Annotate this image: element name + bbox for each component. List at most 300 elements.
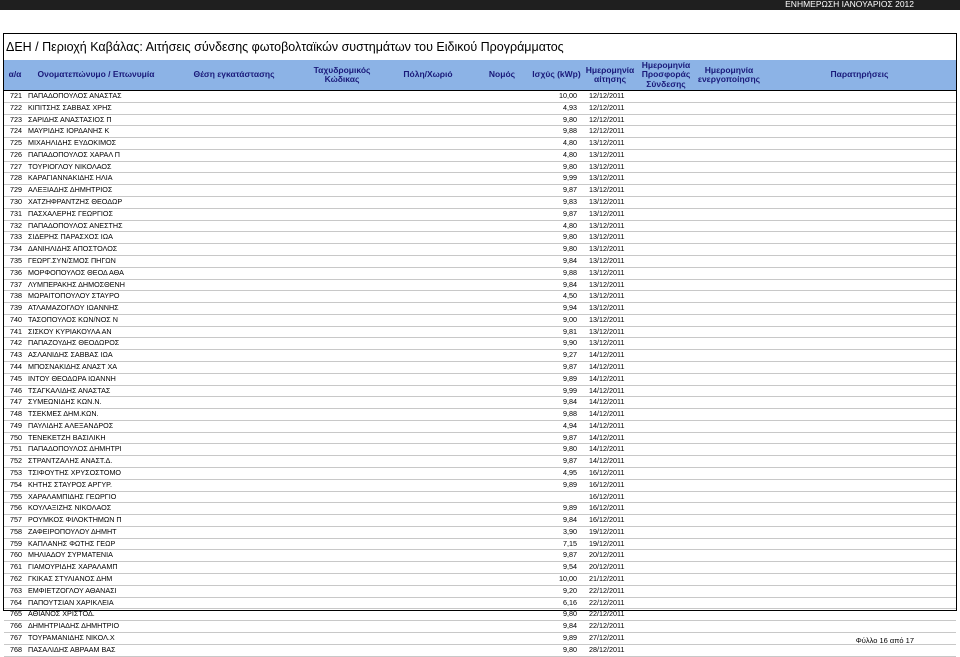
power-kwp: 9,87 [563, 432, 577, 442]
power-kwp: 4,95 [563, 468, 577, 477]
power-kwp: 9,90 [563, 338, 577, 348]
prefecture-cell [474, 303, 530, 315]
row-number: 759 [10, 538, 22, 548]
remarks-cell [763, 385, 956, 397]
offer-date-cell [637, 338, 695, 350]
city-cell [382, 138, 474, 150]
activation-date-cell [695, 220, 763, 232]
power-kwp: 9,84 [563, 397, 577, 407]
offer-date-cell [637, 574, 695, 586]
offer-date-cell [637, 538, 695, 550]
offer-date-cell [637, 126, 695, 138]
applicant-name: ΙΝΤΟΥ ΘΕΟΔΩΡΑ ΙΩΑΝΝΗ [28, 373, 116, 383]
applicant-name: ΚΟΥΛΑΞΙΖΗΣ ΝΙΚΟΛΑΟΣ [28, 503, 112, 513]
remarks-cell [763, 267, 956, 279]
remarks-cell [763, 468, 956, 480]
remarks-cell [763, 409, 956, 421]
remarks-cell [763, 220, 956, 232]
prefecture-cell [474, 279, 530, 291]
applicant-name: ΤΣΕΚΜΕΣ ΔΗΜ.ΚΩΝ. [28, 409, 99, 419]
application-date: 22/12/2011 [589, 621, 625, 631]
prefecture-cell [474, 385, 530, 397]
application-date: 13/12/2011 [589, 185, 625, 195]
activation-date-cell [695, 244, 763, 256]
application-date: 13/12/2011 [589, 303, 625, 313]
postcode-cell [302, 102, 382, 114]
table-row [4, 91, 956, 103]
power-kwp: 10,00 [559, 574, 577, 584]
location-cell [166, 338, 302, 350]
prefecture-cell [474, 432, 530, 444]
location-cell [166, 397, 302, 409]
offer-date-cell [637, 350, 695, 362]
prefecture-cell [474, 515, 530, 527]
application-date: 14/12/2011 [589, 397, 625, 407]
postcode-cell [302, 185, 382, 197]
location-cell [166, 350, 302, 362]
postcode-cell [302, 444, 382, 456]
remarks-cell [763, 373, 956, 385]
table-row [4, 468, 956, 480]
application-date: 14/12/2011 [589, 385, 625, 395]
table-row [4, 515, 956, 527]
remarks-cell [763, 609, 956, 621]
activation-date-cell [695, 279, 763, 291]
city-cell [382, 279, 474, 291]
applicant-name: ΣΙΣΚΟΥ ΚΥΡΙΑΚΟΥΛΑ ΑΝ [28, 326, 112, 336]
postcode-cell [302, 515, 382, 527]
location-cell [166, 491, 302, 503]
postcode-cell [302, 632, 382, 644]
application-date: 14/12/2011 [589, 373, 625, 383]
offer-date-cell [637, 185, 695, 197]
postcode-cell [302, 173, 382, 185]
row-number: 744 [10, 361, 22, 371]
prefecture-cell [474, 468, 530, 480]
prefecture-cell [474, 149, 530, 161]
city-cell [382, 550, 474, 562]
application-date: 13/12/2011 [589, 161, 625, 171]
table-row [4, 208, 956, 220]
table-row [4, 444, 956, 456]
col-header-application-date: Ημερομηνία αίτησης [583, 60, 637, 91]
prefecture-cell [474, 326, 530, 338]
prefecture-cell [474, 338, 530, 350]
postcode-cell [302, 114, 382, 126]
power-kwp: 10,00 [559, 91, 577, 100]
postcode-cell [302, 220, 382, 232]
postcode-cell [302, 420, 382, 432]
location-cell [166, 550, 302, 562]
application-date: 12/12/2011 [589, 126, 625, 136]
offer-date-cell [637, 208, 695, 220]
power-kwp: 9,80 [563, 244, 577, 254]
applicant-name: ΧΑΡΑΛΑΜΠΙΔΗΣ ΓΕΩΡΓΙΟ [28, 491, 117, 501]
power-kwp: 9,80 [563, 161, 577, 171]
applicant-name: ΠΑΠΟΥΤΣΙΑΝ ΧΑΡΙΚΛΕΙΑ [28, 597, 114, 607]
table-row [4, 114, 956, 126]
row-number: 728 [10, 173, 22, 183]
postcode-cell [302, 303, 382, 315]
row-number: 768 [10, 644, 22, 654]
city-cell [382, 314, 474, 326]
postcode-cell [302, 609, 382, 621]
table-row [4, 491, 956, 503]
location-cell [166, 585, 302, 597]
city-cell [382, 102, 474, 114]
power-kwp: 9,80 [563, 444, 577, 454]
row-number: 755 [10, 491, 22, 501]
row-number: 740 [10, 314, 22, 324]
row-number: 725 [10, 138, 22, 148]
applications-table [4, 60, 956, 657]
prefecture-cell [474, 397, 530, 409]
location-cell [166, 208, 302, 220]
applicant-name: ΜΠΟΣΝΑΚΙΔΗΣ ΑΝΑΣΤ ΧΑ [28, 361, 118, 371]
offer-date-cell [637, 503, 695, 515]
city-cell [382, 255, 474, 267]
location-cell [166, 574, 302, 586]
prefecture-cell [474, 255, 530, 267]
prefecture-cell [474, 314, 530, 326]
applicant-name: ΓΕΩΡΓ.ΣΥΝ/ΣΜΟΣ ΠΗΓΩΝ [28, 255, 116, 265]
location-cell [166, 420, 302, 432]
power-kwp: 9,87 [563, 456, 577, 466]
table-row [4, 161, 956, 173]
location-cell [166, 609, 302, 621]
col-header-offer-date: Ημερομηνία Προσφοράς Σύνδεσης [637, 60, 695, 91]
row-number: 726 [10, 149, 22, 159]
power-kwp: 7,15 [563, 538, 577, 548]
row-number: 763 [10, 585, 22, 595]
application-date: 14/12/2011 [589, 456, 625, 466]
offer-date-cell [637, 149, 695, 161]
city-cell [382, 574, 474, 586]
prefecture-cell [474, 373, 530, 385]
prefecture-cell [474, 232, 530, 244]
table-row [4, 597, 956, 609]
prefecture-cell [474, 138, 530, 150]
prefecture-cell [474, 632, 530, 644]
remarks-cell [763, 138, 956, 150]
activation-date-cell [695, 468, 763, 480]
postcode-cell [302, 149, 382, 161]
application-date: 14/12/2011 [589, 420, 625, 430]
power-kwp: 9,87 [563, 361, 577, 371]
city-cell [382, 397, 474, 409]
remarks-cell [763, 291, 956, 303]
offer-date-cell [637, 515, 695, 527]
table-row [4, 373, 956, 385]
application-date: 13/12/2011 [589, 291, 625, 301]
row-number: 761 [10, 562, 22, 572]
application-date: 14/12/2011 [589, 361, 625, 371]
activation-date-cell [695, 609, 763, 621]
col-header-postcode: Ταχυδρομικός Κώδικας [302, 60, 382, 91]
power-kwp: 9,88 [563, 126, 577, 136]
applicant-name: ΑΣΛΑΝΙΔΗΣ ΣΑΒΒΑΣ ΙΩΑ [28, 350, 113, 360]
table-row [4, 232, 956, 244]
location-cell [166, 314, 302, 326]
offer-date-cell [637, 267, 695, 279]
activation-date-cell [695, 385, 763, 397]
applicant-name: ΣΑΡΙΔΗΣ ΑΝΑΣΤΑΣΙΟΣ Π [28, 114, 112, 124]
prefecture-cell [474, 550, 530, 562]
table-row [4, 149, 956, 161]
applicant-name: ΠΑΠΑΔΟΠΟΥΛΟΣ ΧΑΡΑΛ Π [28, 149, 120, 159]
table-row [4, 279, 956, 291]
location-cell [166, 432, 302, 444]
activation-date-cell [695, 397, 763, 409]
applicant-name: ΠΑΠΑΔΟΠΟΥΛΟΣ ΑΝΑΣΤΑΣ [28, 91, 122, 100]
activation-date-cell [695, 126, 763, 138]
offer-date-cell [637, 279, 695, 291]
activation-date-cell [695, 91, 763, 103]
row-number: 753 [10, 468, 22, 477]
offer-date-cell [637, 102, 695, 114]
city-cell [382, 491, 474, 503]
table-row [4, 550, 956, 562]
col-header-city: Πόλη/Χωριό [382, 60, 474, 91]
table-row [4, 420, 956, 432]
activation-date-cell [695, 409, 763, 421]
applicant-name: ΔΗΜΗΤΡΙΑΔΗΣ ΔΗΜΗΤΡΙΟ [28, 621, 120, 631]
postcode-cell [302, 550, 382, 562]
prefecture-cell [474, 597, 530, 609]
application-date: 12/12/2011 [589, 102, 625, 112]
prefecture-cell [474, 126, 530, 138]
applicant-name: ΠΑΠΑΔΟΠΟΥΛΟΣ ΑΝΕΣΤΗΣ [28, 220, 123, 230]
city-cell [382, 562, 474, 574]
applicant-name: ΠΑΣΧΑΛΕΡΗΣ ΓΕΩΡΓΙΟΣ [28, 208, 113, 218]
update-label: ΕΝΗΜΕΡΩΣΗ ΙΑΝΟΥΑΡΙΟΣ 2012 [785, 0, 914, 9]
col-header-location: Θέση εγκατάστασης [166, 60, 302, 91]
prefecture-cell [474, 503, 530, 515]
application-date: 13/12/2011 [589, 232, 625, 242]
power-kwp: 9,84 [563, 255, 577, 265]
col-header-power: Ισχύς (kWp) [530, 60, 583, 91]
power-kwp: 4,80 [563, 220, 577, 230]
offer-date-cell [637, 173, 695, 185]
application-date: 14/12/2011 [589, 432, 625, 442]
activation-date-cell [695, 585, 763, 597]
applicant-name: ΜΗΛΙΑΔΟΥ ΣΥΡΜΑΤΕΝΙΑ [28, 550, 113, 560]
header-row [4, 60, 956, 91]
power-kwp: 9,80 [563, 114, 577, 124]
activation-date-cell [695, 479, 763, 491]
row-number: 756 [10, 503, 22, 513]
activation-date-cell [695, 456, 763, 468]
city-cell [382, 208, 474, 220]
applicant-name: ΣΤΡΑΝΤΖΑΛΗΣ ΑΝΑΣΤ.Δ. [28, 456, 113, 466]
postcode-cell [302, 232, 382, 244]
row-number: 735 [10, 255, 22, 265]
remarks-cell [763, 91, 956, 103]
applicant-name: ΚΙΠΙΤΣΗΣ ΣΑΒΒΑΣ ΧΡΗΣ [28, 102, 112, 112]
postcode-cell [302, 255, 382, 267]
applicant-name: ΜΑΥΡΙΔΗΣ ΙΟΡΔΑΝΗΣ Κ [28, 126, 110, 136]
remarks-cell [763, 574, 956, 586]
row-number: 749 [10, 420, 22, 430]
postcode-cell [302, 526, 382, 538]
postcode-cell [302, 361, 382, 373]
application-date: 12/12/2011 [589, 114, 625, 124]
table-row [4, 185, 956, 197]
application-date: 20/12/2011 [589, 562, 625, 572]
city-cell [382, 444, 474, 456]
application-date: 13/12/2011 [589, 338, 625, 348]
offer-date-cell [637, 255, 695, 267]
table-row [4, 173, 956, 185]
activation-date-cell [695, 597, 763, 609]
prefecture-cell [474, 444, 530, 456]
power-kwp: 6,16 [563, 597, 577, 607]
location-cell [166, 621, 302, 633]
activation-date-cell [695, 491, 763, 503]
prefecture-cell [474, 291, 530, 303]
city-cell [382, 621, 474, 633]
table-row [4, 456, 956, 468]
row-number: 738 [10, 291, 22, 301]
offer-date-cell [637, 420, 695, 432]
prefecture-cell [474, 185, 530, 197]
application-date: 16/12/2011 [589, 503, 625, 513]
offer-date-cell [637, 432, 695, 444]
remarks-cell [763, 350, 956, 362]
remarks-cell [763, 526, 956, 538]
city-cell [382, 526, 474, 538]
power-kwp: 9,81 [563, 326, 577, 336]
applicant-name: ΠΑΠΑΖΟΥΔΗΣ ΘΕΟΔΩΡΟΣ [28, 338, 120, 348]
offer-date-cell [637, 326, 695, 338]
activation-date-cell [695, 149, 763, 161]
applicant-name: ΑΘΙΑΝΟΣ ΧΡΙΣΤΟΔ. [28, 609, 95, 619]
prefecture-cell [474, 267, 530, 279]
col-header-activation-date: Ημερομηνία ενεργοποίησης [695, 60, 763, 91]
applicant-name: ΓΙΑΜΟΥΡΙΔΗΣ ΧΑΡΑΛΑΜΠ [28, 562, 118, 572]
remarks-cell [763, 173, 956, 185]
table-row [4, 255, 956, 267]
remarks-cell [763, 456, 956, 468]
power-kwp [530, 491, 583, 503]
prefecture-cell [474, 102, 530, 114]
prefecture-cell [474, 409, 530, 421]
offer-date-cell [637, 91, 695, 103]
activation-date-cell [695, 526, 763, 538]
table-row [4, 138, 956, 150]
table-row [4, 338, 956, 350]
city-cell [382, 126, 474, 138]
row-number: 757 [10, 515, 22, 525]
row-number: 762 [10, 574, 22, 584]
offer-date-cell [637, 114, 695, 126]
offer-date-cell [637, 632, 695, 644]
power-kwp: 9,80 [563, 644, 577, 654]
remarks-cell [763, 361, 956, 373]
table-body [4, 91, 956, 657]
power-kwp: 9,20 [563, 585, 577, 595]
activation-date-cell [695, 161, 763, 173]
prefecture-cell [474, 208, 530, 220]
location-cell [166, 526, 302, 538]
applicant-name: ΤΑΣΟΠΟΥΛΟΣ ΚΩΝ/ΝΟΣ Ν [28, 314, 118, 324]
applicant-name: ΜΙΧΑΗΛΙΔΗΣ ΕΥΔΟΚΙΜΟΣ [28, 138, 117, 148]
offer-date-cell [637, 456, 695, 468]
remarks-cell [763, 232, 956, 244]
city-cell [382, 456, 474, 468]
table-row [4, 102, 956, 114]
row-number: 743 [10, 350, 22, 360]
location-cell [166, 267, 302, 279]
applicant-name: ΖΑΦΕΙΡΟΠΟΥΛΟΥ ΔΗΜΗΤ [28, 526, 117, 536]
application-date: 13/12/2011 [589, 314, 625, 324]
remarks-cell [763, 491, 956, 503]
row-number: 721 [10, 91, 22, 100]
applicant-name: ΤΟΥΡΙΟΓΛΟΥ ΝΙΚΟΛΑΟΣ [28, 161, 112, 171]
prefecture-cell [474, 91, 530, 103]
prefecture-cell [474, 538, 530, 550]
offer-date-cell [637, 220, 695, 232]
application-date: 22/12/2011 [589, 597, 625, 607]
city-cell [382, 597, 474, 609]
row-number: 764 [10, 597, 22, 607]
power-kwp: 9,80 [563, 232, 577, 242]
offer-date-cell [637, 303, 695, 315]
application-date: 13/12/2011 [589, 244, 625, 254]
power-kwp: 3,90 [563, 526, 577, 536]
postcode-cell [302, 161, 382, 173]
application-date: 14/12/2011 [589, 350, 625, 360]
postcode-cell [302, 468, 382, 480]
remarks-cell [763, 550, 956, 562]
application-date: 16/12/2011 [589, 515, 625, 525]
activation-date-cell [695, 303, 763, 315]
prefecture-cell [474, 114, 530, 126]
row-number: 765 [10, 609, 22, 619]
activation-date-cell [695, 173, 763, 185]
city-cell [382, 91, 474, 103]
activation-date-cell [695, 538, 763, 550]
table-row [4, 632, 956, 644]
city-cell [382, 326, 474, 338]
table-row [4, 220, 956, 232]
power-kwp: 4,94 [563, 420, 577, 430]
offer-date-cell [637, 232, 695, 244]
applicant-name: ΔΑΝΙΗΛΙΔΗΣ ΑΠΟΣΤΟΛΟΣ [28, 244, 118, 254]
table-row [4, 291, 956, 303]
location-cell [166, 91, 302, 103]
activation-date-cell [695, 632, 763, 644]
application-date: 13/12/2011 [589, 173, 625, 183]
postcode-cell [302, 291, 382, 303]
row-number: 745 [10, 373, 22, 383]
city-cell [382, 303, 474, 315]
activation-date-cell [695, 197, 763, 209]
remarks-cell [763, 303, 956, 315]
application-date: 13/12/2011 [589, 208, 625, 218]
activation-date-cell [695, 185, 763, 197]
col-header-aa: α/α [4, 60, 26, 91]
activation-date-cell [695, 326, 763, 338]
city-cell [382, 632, 474, 644]
power-kwp: 4,93 [563, 102, 577, 112]
application-date: 21/12/2011 [589, 574, 625, 584]
remarks-cell [763, 208, 956, 220]
postcode-cell [302, 197, 382, 209]
activation-date-cell [695, 291, 763, 303]
power-kwp: 9,99 [563, 385, 577, 395]
location-cell [166, 244, 302, 256]
